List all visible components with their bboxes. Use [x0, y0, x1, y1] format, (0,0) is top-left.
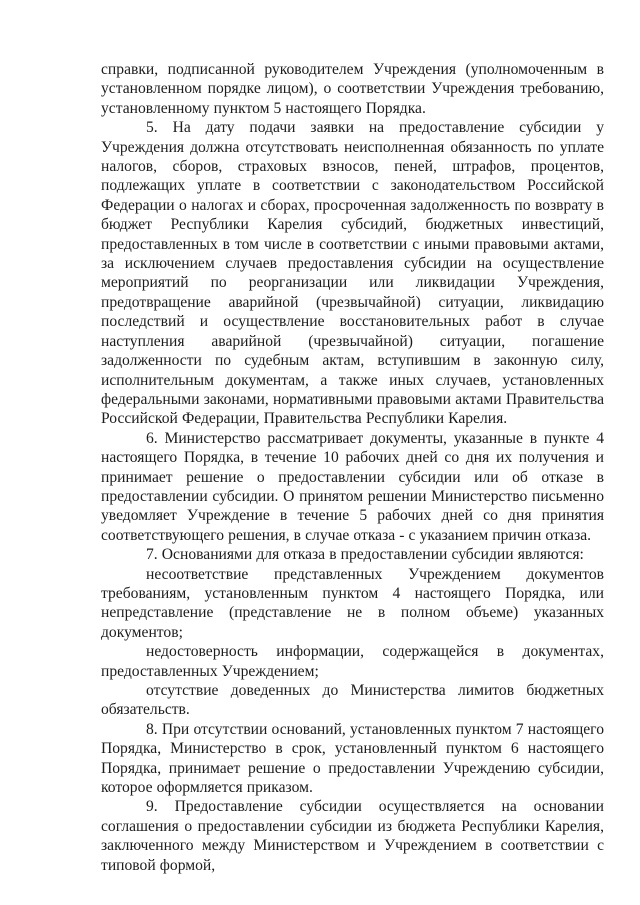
- paragraph-refusal-ground-1: несоответствие представленных Учреждением документов требованиям, установленным пунктом 4 настоящего Порядка, или непредставление (представление не в полном объеме) указанных документов;: [101, 565, 604, 641]
- paragraph-item-9: 9. Предоставление субсидии осуществляется на основании соглашения о предоставлении субсидии из бюджета Республики Карелия, заключенного между Министерством и Учреждением в соответствии с типовой формой,: [101, 798, 604, 874]
- paragraph-refusal-ground-3: отсутствие доведенных до Министерства лимитов бюджетных обязательств.: [101, 682, 604, 719]
- paragraph-item-7: 7. Основаниями для отказа в предоставлении субсидии являются:: [146, 546, 584, 564]
- paragraph-item-5: 5. На дату подачи заявки на предоставление субсидии у Учреждения должна отсутствовать неисполненная обязанность по уплате налогов, сборов, страховых взносов, пеней, штрафов, процентов, подлежащих уплате в соответствии с законодательством Российской Федерации о налогах и сборах, просроченная задолженность по возврату в бюджет Республики Карелия субсидий, бюджетных инвестиций, предоставленных в том числе в соответствии с иными правовыми актами, за исключением случаев предоставления субсидии на осуществление мероприятий по реорганизации или ликвидации Учреждения, предотвращение аварийной (чрезвычайной) ситуации, ликвидацию последствий и осуществление восстановительных работ в случае наступления аварийной (чрезвычайной) ситуации, погашение задолженности по судебным актам, вступившим в законную силу, исполнительным документам, а также иных случаев, установленных федеральными законами, нормативными правовыми актами Правительства Российской Федерации, Правительства Республики Карелия.: [101, 119, 604, 428]
- paragraph-item-8: 8. При отсутствии оснований, установленных пунктом 7 настоящего Порядка, Министерство в срок, установленный пунктом 6 настоящего Порядка, принимает решение о предоставлении Учреждению субсидии, которое оформляется приказом.: [101, 720, 604, 797]
- paragraph-refusal-ground-2: недостоверность информации, содержащейся в документах, предоставленных Учреждением;: [101, 643, 604, 680]
- document-body: [101, 60, 604, 875]
- paragraph-item-6: 6. Министерство рассматривает документы, указанные в пункте 4 настоящего Порядка, в течение 10 рабочих дней со дня их получения и принимает решение о предоставлении субсидии или об отказе в предоставлении субсидии. О принятом решении Министерство письменно уведомляет Учреждение в течение 5 рабочих дней со дня принятия соответствующего решения, в случае отказа - с указанием причин отказа.: [101, 429, 604, 544]
- paragraph-continuation: справки, подписанной руководителем Учреждения (уполномоченным в установленном порядке лицом), о соответствии Учреждения требованию, установленному пунктом 5 настоящего Порядка.: [101, 61, 604, 117]
